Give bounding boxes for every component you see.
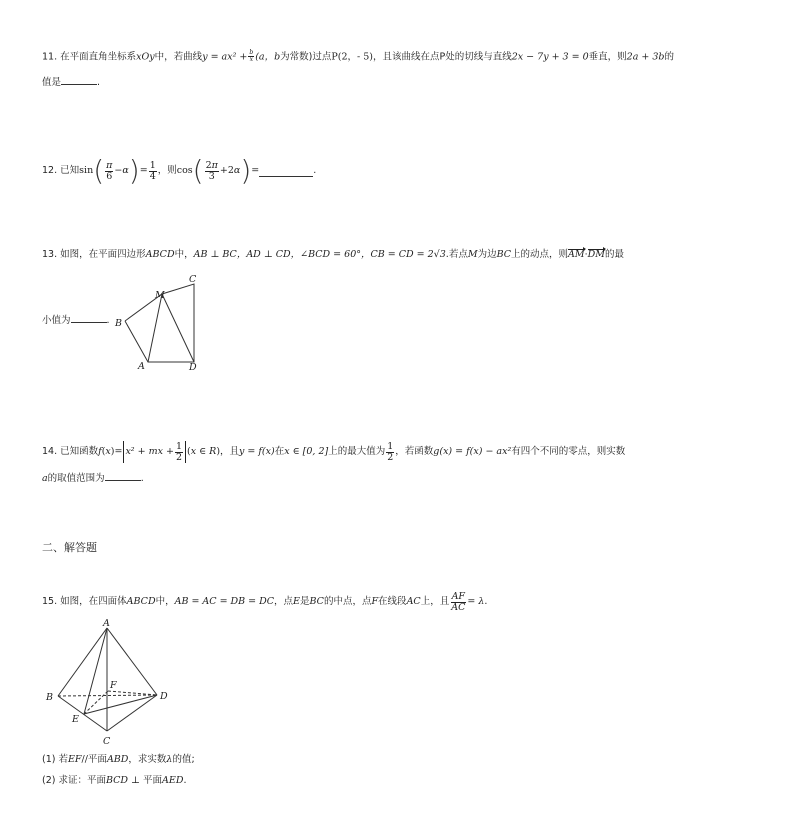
question-15: 15. 如图，在四面体 ABCD 中， AB = AC = DB = DC ，点 E 是 BC 的中点，点 F 在线段 AC 上，且 $\frac{AF}{AC}$ = λ . (42, 590, 488, 613)
q11-math-expr: 2a + 3b (626, 51, 665, 63)
q14-math-a: a (42, 473, 48, 484)
q11-text-6: 的 (664, 51, 675, 63)
q14-text-2: ，且 (220, 446, 240, 458)
q14-math-fx: f (98, 446, 102, 458)
q15-math-aed: AED (162, 775, 184, 786)
question-14-line-2: a的取值范围为 . (42, 473, 144, 484)
q15-math-ef: EF (67, 754, 82, 765)
q13-math-m: M (467, 249, 478, 260)
q15-sub1-tail: 的值; (172, 754, 195, 765)
q12-frac-1-4: $\frac{1}{4}$ (149, 159, 156, 182)
q12-number: 12. (42, 165, 58, 177)
q15-sub1-mid: 平面 (87, 754, 107, 765)
q15-label-b: B (46, 692, 53, 703)
q13-math-bc: BC (496, 249, 512, 260)
q14-text-6: 有四个不同的零点，则实数 (511, 446, 626, 458)
q12-math-sin: sin (79, 165, 94, 177)
q13-line2-text: 小值为 (42, 315, 71, 326)
q14-number: 14. (42, 446, 58, 458)
q11-math-point: P(2，- 5) (331, 51, 374, 63)
q15-frac-af-ac: $\frac{AF}{AC}$ (451, 590, 466, 613)
q15-label-e: E (72, 714, 79, 725)
q15-math-lambda-2: λ (166, 754, 173, 765)
q15-text-3: ，点 (274, 596, 294, 608)
q15-math-abcd: ABCD (126, 596, 156, 608)
q15-label-a: A (103, 618, 110, 629)
question-11-line-2: 值是 . (42, 77, 101, 88)
question-15-part-2: (2) 求证：平面BCD ⊥ 平面AED. (42, 775, 187, 786)
q15-text-7: 上，且 (420, 596, 450, 608)
q13-text-5: 上的动点，则 (511, 249, 569, 260)
q11-math-curve: y = ax² + (202, 51, 248, 63)
q14-frac-1-2-a: $\frac{1}{2}$ (175, 440, 182, 463)
q14-line2-text: 的取值范围为 (47, 473, 105, 484)
q15-text-4: 是 (299, 596, 310, 608)
q15-label-c: C (103, 736, 111, 747)
q15-sub2-mid: 平面 (143, 775, 163, 786)
q15-figure-tetrahedron (42, 618, 172, 748)
q13-label-b: B (115, 318, 122, 329)
q15-sub1-prefix: (1) 若 (42, 754, 68, 765)
q14-math-interval: x ∈ [0, 2] (284, 446, 329, 458)
q15-label-f: F (110, 680, 117, 691)
q14-text-4: 上的最大值为 (328, 446, 386, 458)
q14-text-1: 已知函数 (60, 446, 99, 458)
q12-text-1: 已知 (60, 165, 80, 177)
q14-math-gx: g(x) = f(x) − ax² (433, 446, 512, 458)
question-13: 13. 如图，在平面四边形ABCD中，AB ⊥ BC，AD ⊥ CD，∠BCD = 60°，CB = CD = 2√3.若点M为边BC上的动点，则AM·DM的最 (42, 249, 625, 260)
q15-sub2-prefix: (2) 求证：平面 (42, 775, 106, 786)
q15-text-5: 的中点，点 (323, 596, 372, 608)
q11-line2-text: 值是 (42, 77, 62, 88)
q15-text-6: 在线段 (378, 596, 407, 608)
q11-frac-b-over-x: $\frac{b}{x}$ (249, 49, 254, 64)
q15-text-1: 如图，在四面体 (60, 596, 127, 608)
q13-text-4: 为边 (477, 249, 497, 260)
q11-text-2: 中，若曲线 (154, 51, 203, 63)
q14-text-5: ，若函数 (395, 446, 434, 458)
q13-text-2: 中， (174, 249, 194, 260)
question-13-line-2: 小值为 . (42, 315, 110, 326)
q11-math-xoy: xOy (136, 51, 155, 63)
q15-math-equalities: AB = AC = DB = DC (174, 596, 275, 608)
q15-math-lambda: = λ (467, 596, 485, 608)
q15-math-abd: ABD (106, 754, 129, 765)
question-14: 14. 已知函数 f ( x )= x² + mx + $\frac{1}{2}$ ( x ∈ R ) ，且 y = f(x) 在 x ∈ [0, 2] 上的最大值为 $\frac{1}{2}$ ，若函数 g(x) = f(x) − ax² 有四个不同的零点，则实数 (42, 440, 626, 463)
q14-math-y-fx: y = f(x) (239, 446, 275, 458)
q13-label-d: D (189, 362, 197, 373)
q11-number: 11. (42, 51, 58, 63)
q11-text-5: 垂直，则 (588, 51, 627, 63)
question-15-part-1: (1) 若EF//平面ABD，求实数λ的值; (42, 754, 195, 765)
q14-answer-blank[interactable] (105, 480, 141, 481)
q11-answer-blank[interactable] (61, 84, 97, 85)
q15-text-2: 中， (155, 596, 175, 608)
q13-text-1: 如图，在平面四边形 (60, 249, 146, 260)
q13-answer-blank[interactable] (71, 322, 107, 323)
q15-sub1-end: ，求实数 (128, 754, 167, 765)
q12-frac-2pi-3: $\frac{2\pi}{3}$ (205, 159, 218, 182)
q13-label-c: C (189, 274, 197, 285)
q12-math-cos: cos (176, 165, 193, 177)
q13-vector-dm: DM (587, 249, 606, 260)
q11-text-1: 在平面直角坐标系 (60, 51, 137, 63)
q13-text-3: 若点 (448, 249, 468, 260)
q14-math-abs-body: x² + mx + (125, 446, 174, 458)
q13-figure-quadrilateral (110, 272, 230, 372)
q11-text-3: 为常数)过点 (280, 51, 332, 63)
q13-label-m: M (155, 290, 165, 301)
q14-math-domain: x ∈ R (190, 446, 217, 458)
q13-label-a: A (138, 361, 145, 372)
q13-math-conditions: AB ⊥ BC，AD ⊥ CD，∠BCD = 60°，CB = CD = 2√3 (193, 249, 446, 260)
q15-label-d: D (160, 691, 168, 702)
q12-answer-blank[interactable] (259, 176, 313, 177)
q13-math-abcd: ABCD (145, 249, 175, 260)
q15-number: 15. (42, 596, 58, 608)
q13-text-6: 的最 (605, 249, 625, 260)
q13-vector-am: AM (568, 249, 585, 260)
q11-text-4: ，且该曲线在点P处的切线与直线 (373, 51, 512, 63)
question-12: 12. 已知 sin ( $\frac{\pi}{6}$ −α ) = $\frac{1}{4}$ ，则 cos ( $\frac{2\pi}{3}$ +2 α ) = . (42, 154, 317, 187)
q14-text-3: 在 (274, 446, 285, 458)
question-11 (42, 50, 674, 64)
q13-number: 13. (42, 249, 58, 260)
section-heading: 二、解答题 (42, 541, 97, 554)
q14-frac-1-2-b: $\frac{1}{2}$ (387, 440, 394, 463)
q11-math-line: 2x − 7y + 3 = 0 (511, 51, 589, 63)
q12-text-2: ，则 (157, 165, 177, 177)
q12-frac-pi-6: $\frac{\pi}{6}$ (106, 159, 113, 182)
q11-math-params: (a，b (255, 51, 281, 63)
q15-math-bcd: BCD (105, 775, 129, 786)
